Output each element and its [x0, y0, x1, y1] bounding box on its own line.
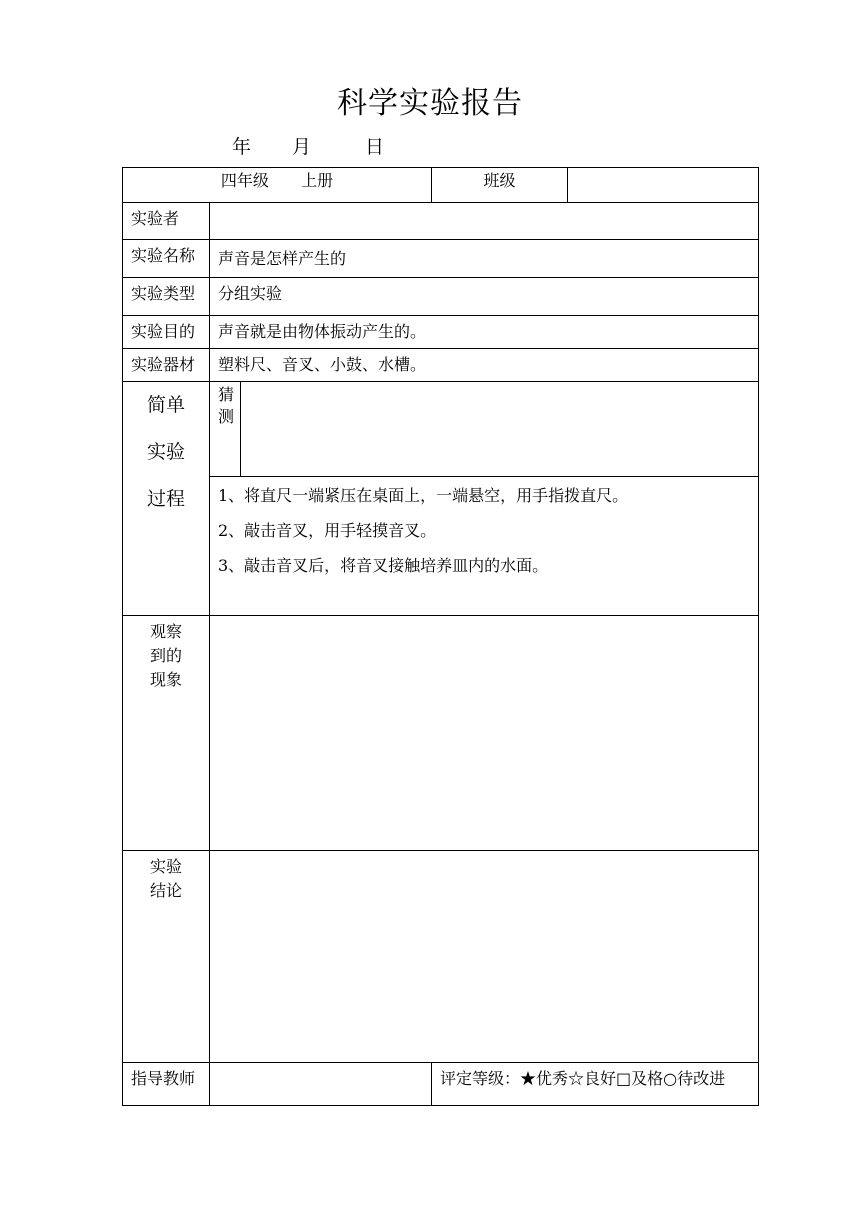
experiment-type-value: 分组实验: [210, 278, 759, 316]
volume-text: 上册: [301, 171, 334, 190]
conclusion-label-line: 结论: [149, 881, 182, 900]
experimenter-row: [123, 203, 759, 240]
class-label: 班级: [432, 168, 568, 203]
process-label-line: 简单: [146, 394, 185, 416]
observation-label-line: 现象: [149, 670, 182, 689]
experiment-name-row: [123, 240, 759, 278]
equipment-row: [123, 349, 759, 382]
observation-row: [123, 616, 759, 851]
date-year: 年: [232, 136, 252, 158]
process-label: [123, 382, 210, 616]
experiment-type-label: 实验类型: [123, 278, 210, 316]
date-month: 月: [292, 136, 312, 158]
experiment-name-label: 实验名称: [123, 240, 210, 278]
process-label-line: 过程: [146, 488, 185, 510]
grade-row: [123, 168, 759, 203]
observation-label-line: 观察: [149, 622, 182, 641]
guess-label-line: 测: [218, 407, 235, 426]
date-day: 日: [365, 136, 385, 158]
class-field[interactable]: [568, 168, 759, 203]
steps-cell: [210, 477, 759, 616]
experimenter-label: 实验者: [123, 203, 210, 240]
report-title: 科学实验报告: [337, 86, 523, 121]
guess-label-line: 猜: [218, 385, 235, 404]
guess-label: [210, 382, 241, 477]
grade-text: 四年级: [220, 171, 269, 190]
teacher-field[interactable]: [210, 1063, 432, 1106]
observation-field[interactable]: [210, 616, 759, 851]
experiment-name-value: 声音是怎样产生的: [210, 240, 759, 278]
equipment-label: 实验器材: [123, 349, 210, 382]
teacher-label: 指导教师: [123, 1063, 210, 1106]
conclusion-field[interactable]: [210, 851, 759, 1063]
process-label-line: 实验: [146, 441, 185, 463]
rating-text: 评定等级：★优秀☆良好□及格○待改进: [432, 1063, 759, 1106]
step-item: 3、敲击音叉后，将音叉接触培养皿内的水面。: [218, 556, 549, 575]
teacher-row: [123, 1063, 759, 1106]
conclusion-label: [123, 851, 210, 1063]
observation-label: [123, 616, 210, 851]
grade-cell: [123, 168, 432, 203]
step-item: 1、将直尺一端紧压在桌面上，一端悬空，用手指拨直尺。: [218, 486, 629, 505]
guess-field[interactable]: [241, 382, 759, 477]
experiment-type-row: [123, 278, 759, 316]
experimenter-field[interactable]: [210, 203, 759, 240]
report-table: [122, 167, 759, 1106]
step-item: 2、敲击音叉，用手轻摸音叉。: [218, 521, 437, 540]
experiment-purpose-value: 声音就是由物体振动产生的。: [210, 316, 759, 349]
guess-row: [123, 382, 759, 477]
experiment-purpose-row: [123, 316, 759, 349]
date-line: [232, 132, 384, 159]
conclusion-label-line: 实验: [149, 857, 182, 876]
equipment-value: 塑料尺、音叉、小鼓、水槽。: [210, 349, 759, 382]
steps-row: [123, 477, 759, 616]
conclusion-row: [123, 851, 759, 1063]
observation-label-line: 到的: [149, 646, 182, 665]
experiment-purpose-label: 实验目的: [123, 316, 210, 349]
